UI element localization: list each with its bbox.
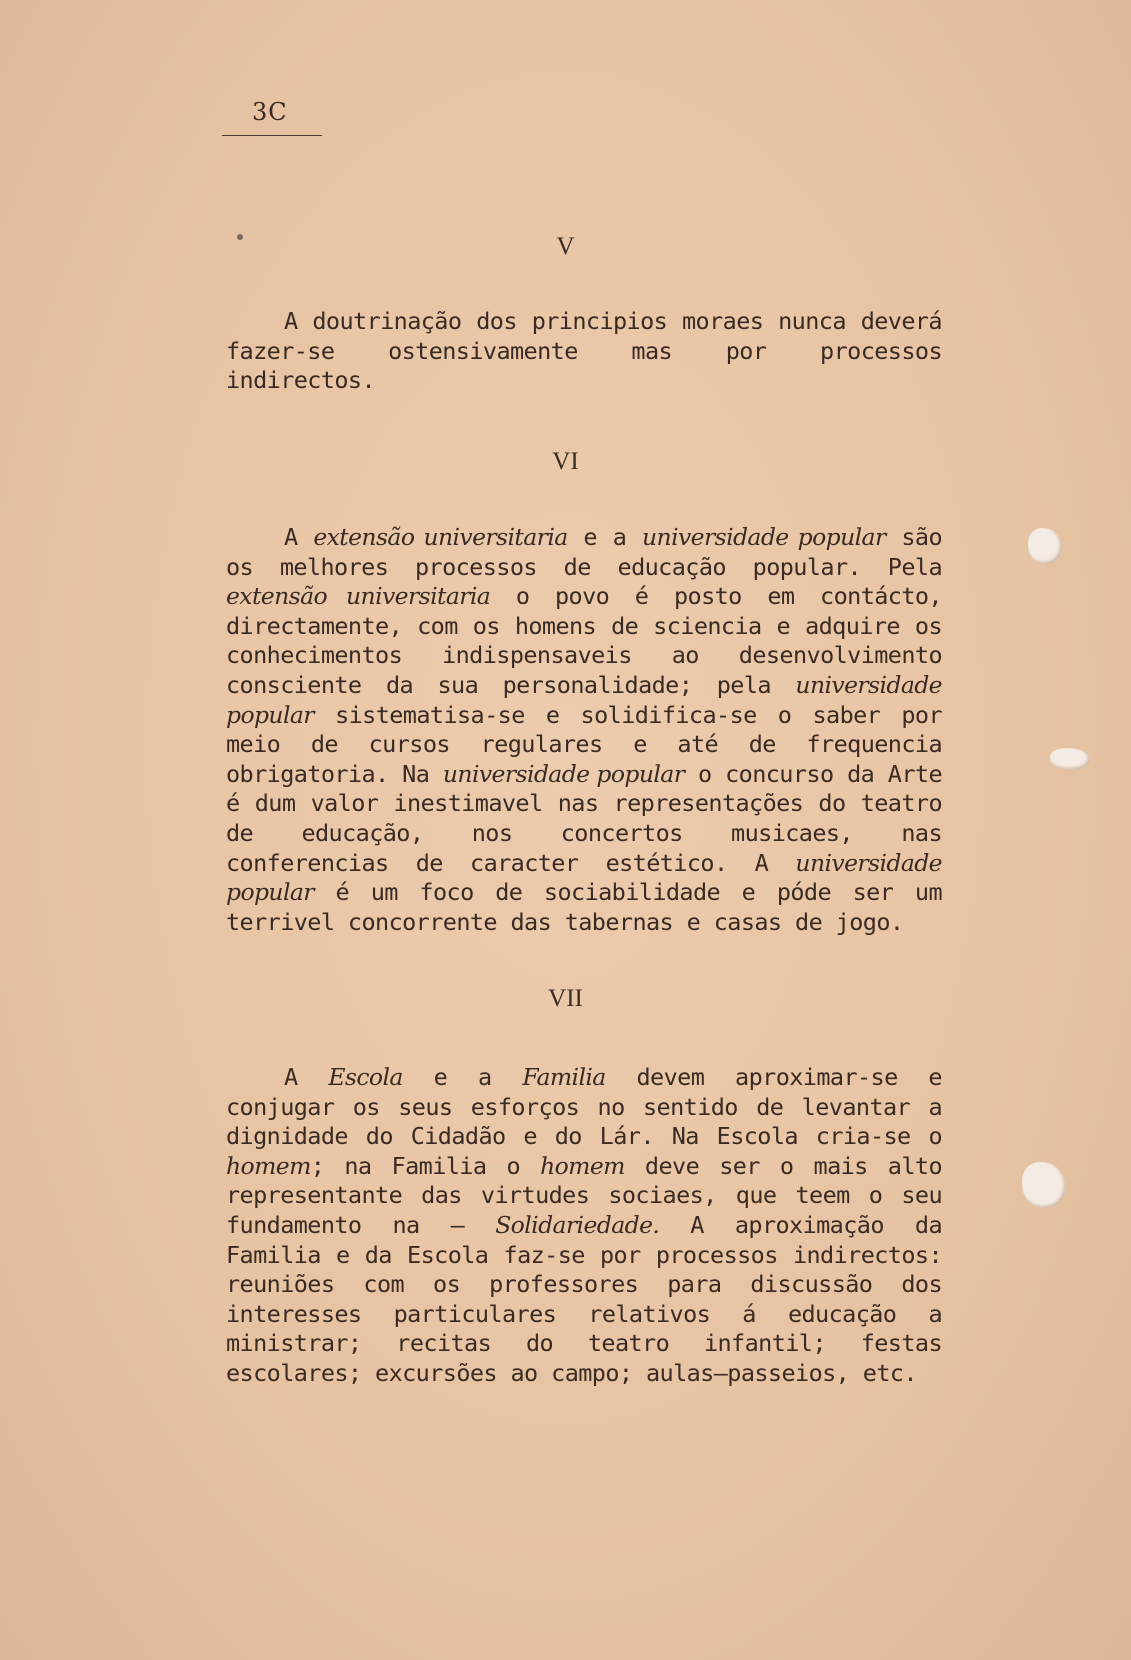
section-heading-vii: VII: [548, 985, 583, 1012]
section-vii-text-2: devem aproximar-se e conjugar os seus esforços no sentido de levantar a dignidade do Cidadão e do Lár. Na Escola cria-se o: [226, 1063, 942, 1151]
section-vii-text-4: deve ser o mais alto representante das virtudes sociaes, que teem o seu fundamento na —: [226, 1151, 942, 1239]
section-vi-text-4: sistematisa-se e solidifica-se o saber por meio de cursos regulares e até de frequencia obrigatoria. Na: [226, 700, 942, 788]
section-heading-vi: VI: [552, 448, 579, 475]
emphasis-universidade-popular: universidade popular: [226, 670, 942, 729]
binding-hole-top: [1028, 528, 1062, 564]
section-v-paragraph: [226, 307, 942, 396]
section-vii-text-3: ; na Familia o: [310, 1151, 541, 1180]
emphasis-familia: Familia: [522, 1063, 606, 1091]
emphasis-extensao-universitaria: extensão universitaria: [313, 523, 568, 551]
emphasis-homem: homem: [226, 1151, 311, 1180]
emphasis-universidade-popular: universidade popular: [226, 848, 942, 907]
emphasis-solidariedade: Solidariedade.: [495, 1210, 660, 1239]
section-vii-paragraph: [226, 1063, 942, 1389]
binding-hole-bottom: [1022, 1162, 1066, 1208]
section-vi-text-3: o povo é posto em contácto, directamente, com os homens de sciencia e adquire os conhecimentos indispensaveis ao desenvolvimento consciente da sua personalidade; pela: [226, 582, 942, 699]
section-vi-text-5: o concurso da Arte é dum valor inestimavel nas representações do teatro de educação, nos concertos musicaes, nas conferencias de caracter estético. A: [226, 759, 942, 877]
section-vi-paragraph: [226, 523, 942, 937]
emphasis-universidade-popular: universidade popular: [442, 759, 685, 788]
section-vii-lead: A: [284, 1063, 329, 1091]
emphasis-homem: homem: [540, 1151, 625, 1180]
section-vi-text-6: é um foco de sociabilidade e póde ser um terrivel concorrente das tabernas e casas de jogo.: [226, 878, 942, 936]
section-vi-text-1: e a: [567, 523, 642, 551]
section-heading-v: V: [556, 233, 575, 260]
section-vii-text-5: A aproximação da Familia e da Escola faz-se por processos indirectos: reuniões com os professores para discussão dos interesses particulares relativos á educação a ministrar; recitas do teatro infantil; festas escolares; excursões ao campo; aulas—passeios, etc.: [226, 1210, 942, 1387]
section-vi-text-2: são os melhores processos de educação popular. Pela: [226, 523, 942, 581]
section-vi-lead: A: [284, 523, 314, 551]
emphasis-universidade-popular: universidade popular: [642, 523, 886, 551]
emphasis-escola: Escola: [328, 1063, 403, 1091]
section-v-text: A doutrinação dos principios moraes nunca deverá fazer-se ostensivamente mas por processos indirectos.: [226, 307, 942, 395]
page-number-rule: [222, 135, 322, 136]
section-vii-text-1: e a: [402, 1063, 523, 1091]
page-number: 3C: [252, 98, 288, 126]
binding-hole-middle: [1050, 748, 1090, 770]
emphasis-extensao-universitaria: extensão universitaria: [226, 582, 491, 611]
